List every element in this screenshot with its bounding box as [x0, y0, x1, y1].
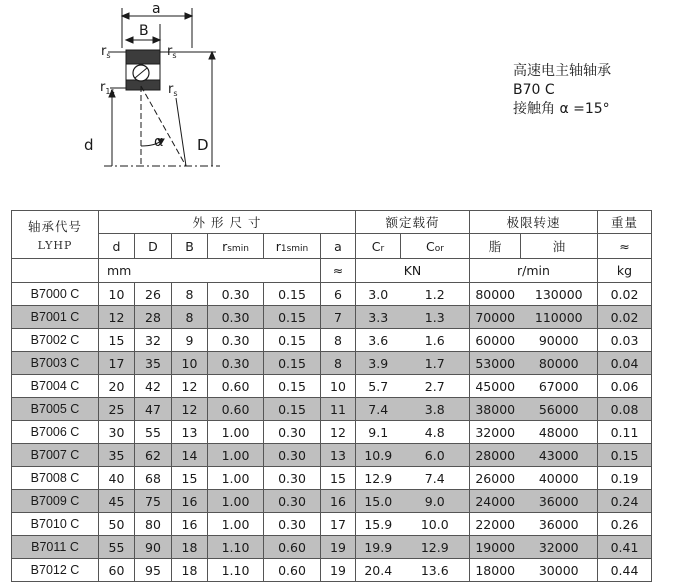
d-cell: 60: [99, 559, 135, 582]
d-cell: 12: [99, 306, 135, 329]
series-title: 高速电主轴轴承: [513, 63, 611, 79]
B-cell: 16: [172, 490, 208, 513]
rsmin-cell: 1.00: [208, 513, 264, 536]
col-cr-header: Cr: [356, 234, 401, 259]
grease-speed-cell: 70000: [470, 306, 521, 329]
col-grease-header: 脂: [470, 234, 521, 259]
model-cell: B7010 C: [12, 513, 99, 536]
cor-cell: 12.9: [401, 536, 470, 559]
model-cell: B7004 C: [12, 375, 99, 398]
grease-speed-cell: 22000: [470, 513, 521, 536]
cr-cell: 19.9: [356, 536, 401, 559]
B-cell: 16: [172, 513, 208, 536]
d-cell: 35: [99, 444, 135, 467]
grease-speed-cell: 26000: [470, 467, 521, 490]
d-cell: 55: [99, 536, 135, 559]
weight-cell: 0.02: [598, 283, 652, 306]
cr-cell: 5.7: [356, 375, 401, 398]
cr-cell: 15.0: [356, 490, 401, 513]
table-row: [12, 352, 652, 375]
a-cell: 19: [321, 536, 356, 559]
cor-cell: 7.4: [401, 467, 470, 490]
grease-speed-cell: 18000: [470, 559, 521, 582]
rsmin-cell: 1.00: [208, 467, 264, 490]
model-column-label: 轴承代号: [27, 219, 82, 234]
dim-D-label: D: [197, 136, 209, 154]
B-cell: 15: [172, 467, 208, 490]
cr-cell: 3.6: [356, 329, 401, 352]
cor-cell: 9.0: [401, 490, 470, 513]
oil-speed-cell: 90000: [521, 329, 598, 352]
oil-speed-cell: 36000: [521, 513, 598, 536]
rsmin-cell: 1.00: [208, 421, 264, 444]
col-B-header: B: [172, 234, 208, 259]
B-cell: 9: [172, 329, 208, 352]
grease-speed-cell: 38000: [470, 398, 521, 421]
cor-cell: 10.0: [401, 513, 470, 536]
a-cell: 15: [321, 467, 356, 490]
dim-d-label: d: [84, 136, 94, 154]
a-cell: 13: [321, 444, 356, 467]
model-cell: B7008 C: [12, 467, 99, 490]
D-cell: 32: [135, 329, 172, 352]
dim-B-label: B: [139, 23, 149, 39]
r1smin-cell: 0.30: [264, 490, 321, 513]
col-d-header: d: [99, 234, 135, 259]
D-cell: 80: [135, 513, 172, 536]
grease-speed-cell: 45000: [470, 375, 521, 398]
weight-cell: 0.26: [598, 513, 652, 536]
model-cell: B7007 C: [12, 444, 99, 467]
rsmin-cell: 0.60: [208, 375, 264, 398]
weight-cell: 0.03: [598, 329, 652, 352]
table-row: [12, 375, 652, 398]
D-cell: 90: [135, 536, 172, 559]
a-cell: 12: [321, 421, 356, 444]
col-weight-approx-header: ≈: [598, 234, 652, 259]
model-cell: B7005 C: [12, 398, 99, 421]
rs-right-top-label: $r_s$: [167, 44, 177, 60]
B-cell: 18: [172, 536, 208, 559]
r1smin-cell: 0.15: [264, 306, 321, 329]
cr-cell: 20.4: [356, 559, 401, 582]
load-rating-group-header: 额定载荷: [356, 211, 470, 234]
dim-a-label: a: [152, 1, 161, 17]
r1smin-cell: 0.30: [264, 467, 321, 490]
oil-speed-cell: 48000: [521, 421, 598, 444]
table-row: [12, 329, 652, 352]
model-column-header: [12, 211, 99, 259]
cr-cell: 15.9: [356, 513, 401, 536]
col-a-header: a: [321, 234, 356, 259]
oil-speed-cell: 130000: [521, 283, 598, 306]
weight-cell: 0.04: [598, 352, 652, 375]
cr-cell: 10.9: [356, 444, 401, 467]
weight-group-header: 重量: [598, 211, 652, 234]
a-cell: 7: [321, 306, 356, 329]
rsmin-cell: 1.10: [208, 559, 264, 582]
table-row: [12, 467, 652, 490]
oil-speed-cell: 36000: [521, 490, 598, 513]
r1smin-cell: 0.15: [264, 398, 321, 421]
weight-cell: 0.15: [598, 444, 652, 467]
table-row: [12, 559, 652, 582]
B-cell: 8: [172, 283, 208, 306]
unit-rpm: r/min: [470, 259, 598, 283]
grease-speed-cell: 24000: [470, 490, 521, 513]
weight-cell: 0.11: [598, 421, 652, 444]
weight-cell: 0.24: [598, 490, 652, 513]
cr-cell: 3.3: [356, 306, 401, 329]
series-code: B70 C: [513, 82, 555, 98]
rsmin-cell: 1.10: [208, 536, 264, 559]
r1smin-cell: 0.15: [264, 352, 321, 375]
D-cell: 26: [135, 283, 172, 306]
grease-speed-cell: 28000: [470, 444, 521, 467]
cor-cell: 13.6: [401, 559, 470, 582]
rs-right-bottom-label: $r_s$: [168, 82, 178, 98]
unit-mm: mm: [99, 259, 321, 283]
a-cell: 8: [321, 329, 356, 352]
cor-cell: 4.8: [401, 421, 470, 444]
cor-cell: 3.8: [401, 398, 470, 421]
cor-cell: 6.0: [401, 444, 470, 467]
d-cell: 30: [99, 421, 135, 444]
B-cell: 10: [172, 352, 208, 375]
rsmin-cell: 0.30: [208, 352, 264, 375]
D-cell: 35: [135, 352, 172, 375]
grease-speed-cell: 19000: [470, 536, 521, 559]
table-row: [12, 536, 652, 559]
grease-speed-cell: 53000: [470, 352, 521, 375]
weight-cell: 0.44: [598, 559, 652, 582]
cr-cell: 9.1: [356, 421, 401, 444]
B-cell: 8: [172, 306, 208, 329]
D-cell: 68: [135, 467, 172, 490]
rsmin-cell: 0.30: [208, 329, 264, 352]
oil-speed-cell: 80000: [521, 352, 598, 375]
weight-cell: 0.19: [598, 467, 652, 490]
a-cell: 6: [321, 283, 356, 306]
d-cell: 20: [99, 375, 135, 398]
grease-speed-cell: 32000: [470, 421, 521, 444]
col-r1smin-header: r1smin: [264, 234, 321, 259]
d-cell: 10: [99, 283, 135, 306]
bearing-spec-table: [11, 210, 652, 582]
d-cell: 40: [99, 467, 135, 490]
model-cell: B7003 C: [12, 352, 99, 375]
cr-cell: 7.4: [356, 398, 401, 421]
col-cor-header: Cor: [401, 234, 470, 259]
cor-cell: 1.2: [401, 283, 470, 306]
model-cell: B7002 C: [12, 329, 99, 352]
r1smin-cell: 0.15: [264, 329, 321, 352]
B-cell: 13: [172, 421, 208, 444]
oil-speed-cell: 56000: [521, 398, 598, 421]
model-cell: B7011 C: [12, 536, 99, 559]
oil-speed-cell: 30000: [521, 559, 598, 582]
rsmin-cell: 0.30: [208, 283, 264, 306]
model-cell: B7012 C: [12, 559, 99, 582]
d-cell: 17: [99, 352, 135, 375]
rsmin-cell: 1.00: [208, 490, 264, 513]
table-row: [12, 444, 652, 467]
D-cell: 28: [135, 306, 172, 329]
speed-limit-group-header: 极限转速: [470, 211, 598, 234]
cr-cell: 3.0: [356, 283, 401, 306]
r1smin-cell: 0.15: [264, 375, 321, 398]
unit-kg: kg: [598, 259, 652, 283]
cor-cell: 1.7: [401, 352, 470, 375]
d-cell: 45: [99, 490, 135, 513]
table-row: [12, 421, 652, 444]
D-cell: 47: [135, 398, 172, 421]
weight-cell: 0.02: [598, 306, 652, 329]
oil-speed-cell: 40000: [521, 467, 598, 490]
a-cell: 8: [321, 352, 356, 375]
a-cell: 19: [321, 559, 356, 582]
r1smin-cell: 0.60: [264, 559, 321, 582]
series-info: [513, 62, 611, 119]
grease-speed-cell: 80000: [470, 283, 521, 306]
r1smin-cell: 0.15: [264, 283, 321, 306]
contact-angle: 接触角 α =15°: [513, 101, 610, 117]
a-cell: 11: [321, 398, 356, 421]
table-row: [12, 306, 652, 329]
unit-a-approx: ≈: [321, 259, 356, 283]
cor-cell: 1.3: [401, 306, 470, 329]
table-row: [12, 398, 652, 421]
cor-cell: 2.7: [401, 375, 470, 398]
D-cell: 62: [135, 444, 172, 467]
col-D-header: D: [135, 234, 172, 259]
d-cell: 50: [99, 513, 135, 536]
weight-cell: 0.41: [598, 536, 652, 559]
B-cell: 14: [172, 444, 208, 467]
model-cell: B7006 C: [12, 421, 99, 444]
weight-cell: 0.06: [598, 375, 652, 398]
oil-speed-cell: 32000: [521, 536, 598, 559]
D-cell: 95: [135, 559, 172, 582]
r1s-label: $r_{1s}$: [100, 80, 115, 96]
B-cell: 12: [172, 398, 208, 421]
model-cell: B7000 C: [12, 283, 99, 306]
model-cell: B7001 C: [12, 306, 99, 329]
cr-cell: 3.9: [356, 352, 401, 375]
table-row: [12, 490, 652, 513]
table-row: [12, 513, 652, 536]
D-cell: 55: [135, 421, 172, 444]
B-cell: 18: [172, 559, 208, 582]
bearing-cross-section-drawing: [0, 0, 300, 180]
r1smin-cell: 0.30: [264, 444, 321, 467]
alpha-label: α: [154, 134, 164, 150]
table-row: [12, 283, 652, 306]
r1smin-cell: 0.30: [264, 513, 321, 536]
rsmin-cell: 1.00: [208, 444, 264, 467]
d-cell: 25: [99, 398, 135, 421]
cor-cell: 1.6: [401, 329, 470, 352]
D-cell: 42: [135, 375, 172, 398]
unit-row-spacer: [12, 259, 99, 283]
oil-speed-cell: 43000: [521, 444, 598, 467]
model-cell: B7009 C: [12, 490, 99, 513]
r1smin-cell: 0.60: [264, 536, 321, 559]
D-cell: 75: [135, 490, 172, 513]
oil-speed-cell: 67000: [521, 375, 598, 398]
grease-speed-cell: 60000: [470, 329, 521, 352]
rsmin-cell: 0.60: [208, 398, 264, 421]
rs-left-label: $r_s$: [101, 44, 111, 60]
d-cell: 15: [99, 329, 135, 352]
col-rsmin-header: rsmin: [208, 234, 264, 259]
cr-cell: 12.9: [356, 467, 401, 490]
oil-speed-cell: 110000: [521, 306, 598, 329]
dimensions-group-header: 外 形 尺 寸: [99, 211, 356, 234]
rsmin-cell: 0.30: [208, 306, 264, 329]
a-cell: 16: [321, 490, 356, 513]
r1smin-cell: 0.30: [264, 421, 321, 444]
a-cell: 17: [321, 513, 356, 536]
col-oil-header: 油: [521, 234, 598, 259]
a-cell: 10: [321, 375, 356, 398]
B-cell: 12: [172, 375, 208, 398]
brand-label: LYHP: [37, 239, 73, 252]
unit-kn: KN: [356, 259, 470, 283]
spec-table-body: [12, 283, 652, 582]
weight-cell: 0.08: [598, 398, 652, 421]
